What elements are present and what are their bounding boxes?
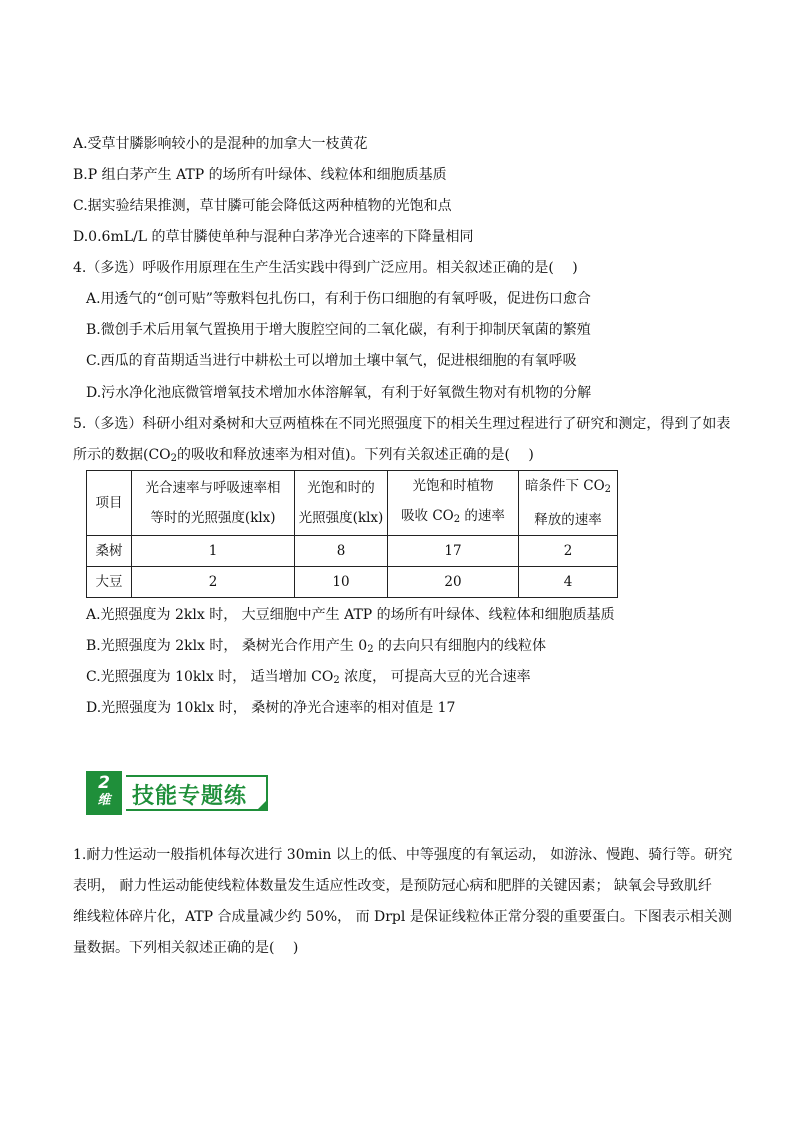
table-cell: 4 — [519, 567, 618, 598]
question-4-option-d: D.污水净化池底微管增氧技术增加水体溶解氧，有利于好氧微生物对有机物的分解 — [86, 385, 592, 401]
table-cell: 20 — [388, 567, 519, 598]
question-5-option-d: D.光照强度为 10klx 时， 桑树的净光合速率的相对值是 17 — [86, 700, 456, 716]
question-5-option-a: A.光照强度为 2klx 时， 大豆细胞中产生 ATP 的场所有叶绿体、线粒体和细胞质基质 — [86, 607, 615, 623]
banner-title-box — [126, 775, 268, 811]
table-row — [87, 536, 618, 567]
table-row — [87, 567, 618, 598]
question-5-option-c: C.光照强度为 10klx 时， 适当增加 $CO_2$ 浓度， 可提高大豆的光合速率 — [86, 669, 531, 686]
section-banner — [86, 771, 274, 815]
option-b-prev: B.P 组白茅产生 ATP 的场所有叶绿体、线粒体和细胞质基质 — [73, 167, 447, 183]
option-c-prev: C.据实验结果推测，草甘膦可能会降低这两种植物的光饱和点 — [73, 198, 452, 214]
table-cell: 1 — [132, 536, 295, 567]
table-header-saturation: 光饱和时的 光照强度(klx) — [295, 471, 388, 536]
question-5-stem-line2: 所示的数据($CO_2$的吸收和释放速率为相对值)。下列有关叙述正确的是( ) — [73, 447, 534, 464]
table-cell-name: 大豆 — [87, 567, 132, 598]
question-4-stem: 4.（多选）呼吸作用原理在生产生活实践中得到广泛应用。相关叙述正确的是( ) — [73, 260, 578, 276]
question-1-line1: 1.耐力性运动一般指机体每次进行 30min 以上的低、中等强度的有氧运动， 如游泳、慢跑、骑行等。研究 — [73, 847, 733, 863]
question-5-option-b: B.光照强度为 2klx 时， 桑树光合作用产生 $0_2$ 的去向只有细胞内的线粒体 — [86, 638, 547, 655]
option-a-prev: A.受草甘膦影响较小的是混种的加拿大一枝黄花 — [73, 136, 368, 152]
question-4-option-c: C.西瓜的育苗期适当进行中耕松土可以增加土壤中氧气，促进根细胞的有氧呼吸 — [86, 353, 577, 369]
question-4-option-b: B.微创手术后用氧气置换用于增大腹腔空间的二氧化碳，有利于抑制厌氧菌的繁殖 — [86, 322, 591, 338]
banner-title: 技能专题练 — [132, 784, 248, 809]
table-header-item: 项目 — [87, 471, 132, 536]
question-1-line4: 量数据。下列相关叙述正确的是( ) — [73, 940, 299, 956]
table-cell: 8 — [295, 536, 388, 567]
data-table — [86, 470, 618, 598]
table-header-absorb-rate: 光饱和时植物 吸收 $CO_2$ 的速率 — [388, 471, 519, 536]
question-1-line3: 维线粒体碎片化，ATP 合成量减少约 50%， 而 Drpl 是保证线粒体正常分裂的重要蛋白。下图表示相关测 — [73, 909, 732, 925]
table-cell: 2 — [132, 567, 295, 598]
table-cell: 2 — [519, 536, 618, 567]
table-header-dark-release: 暗条件下 $CO_2$ 释放的速率 — [519, 471, 618, 536]
question-1-line2: 表明， 耐力性运动能使线粒体数量发生适应性改变，是预防冠心病和肥胖的关键因素； 缺氧会导致肌纤 — [73, 878, 712, 894]
table-cell-name: 桑树 — [87, 536, 132, 567]
table-cell: 10 — [295, 567, 388, 598]
question-4-option-a: A.用透气的“创可贴”等敷料包扎伤口，有利于伤口细胞的有氧呼吸，促进伤口愈合 — [86, 291, 591, 307]
banner-corner-decoration — [256, 799, 268, 811]
option-d-prev: D.0.6mL/L 的草甘膦使单种与混种白茅净光合速率的下降量相同 — [73, 229, 474, 245]
table-cell: 17 — [388, 536, 519, 567]
table-header-compensation: 光合速率与呼吸速率相 等时的光照强度(klx) — [132, 471, 295, 536]
question-5-stem-line1: 5.（多选）科研小组对桑树和大豆两植株在不同光照强度下的相关生理过程进行了研究和测定，得到了如表 — [73, 416, 731, 432]
table-header-row — [87, 471, 618, 536]
banner-number-badge: 2 维 — [86, 771, 122, 815]
